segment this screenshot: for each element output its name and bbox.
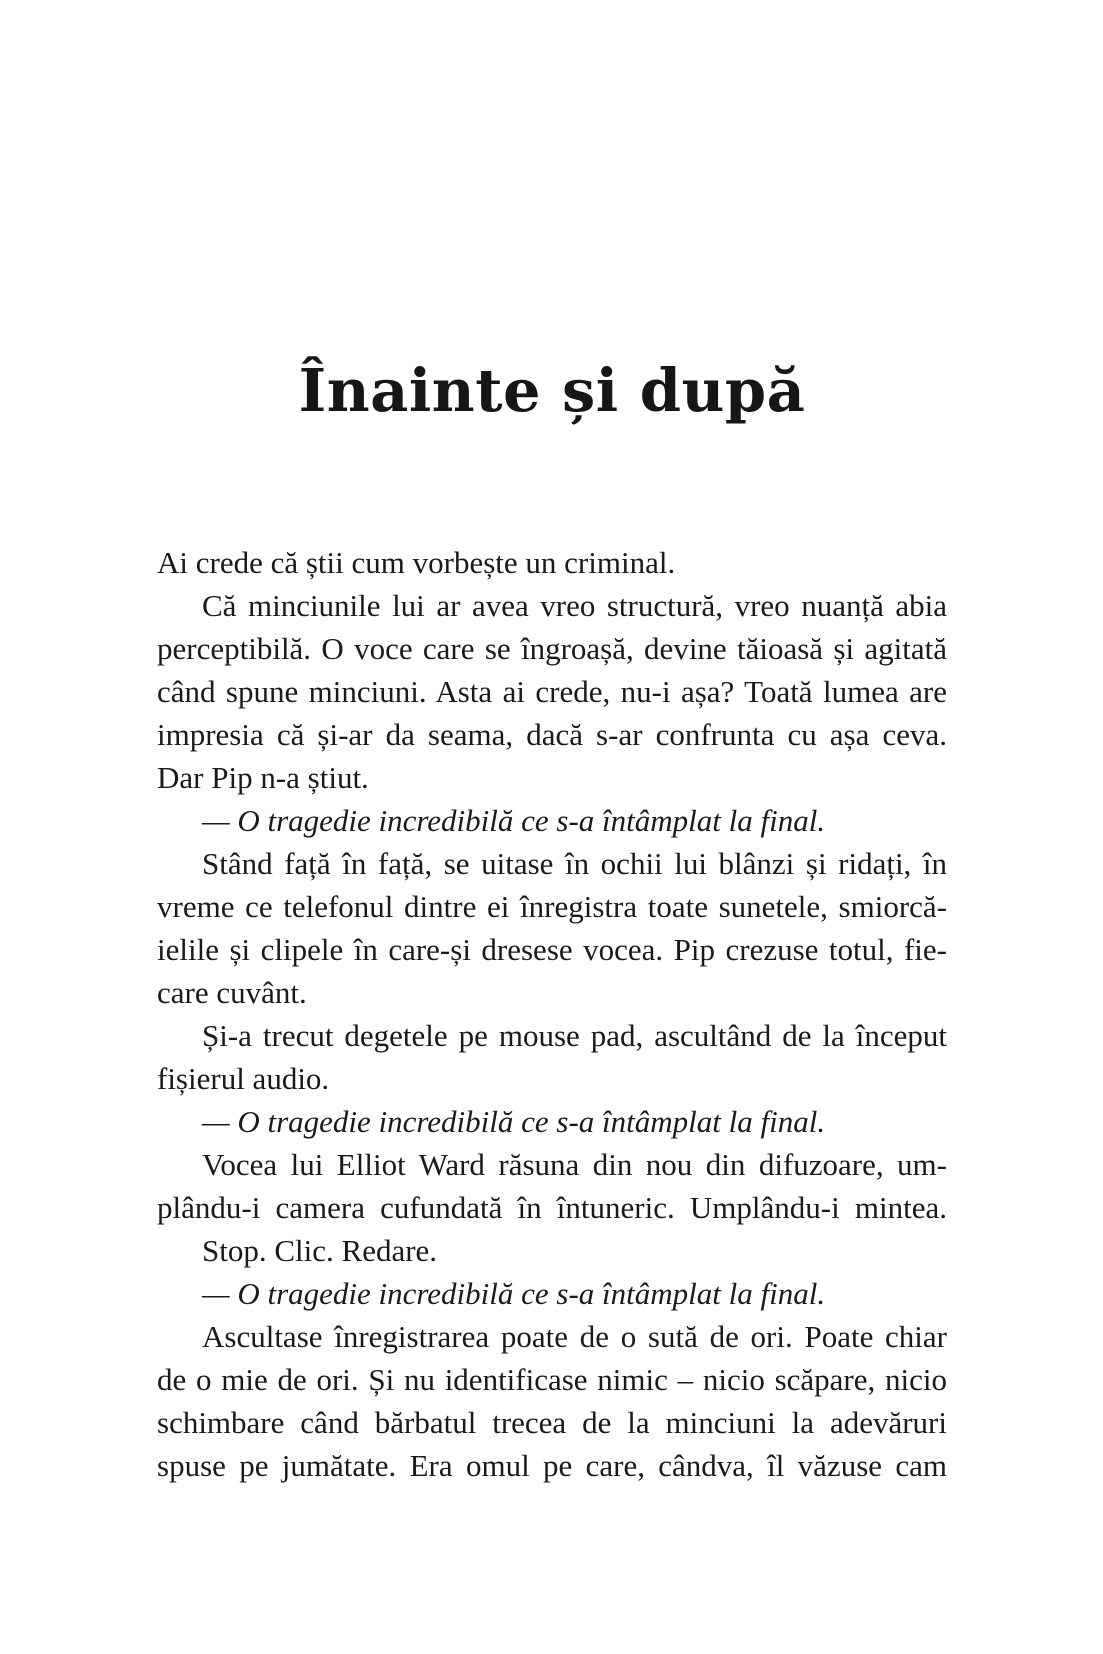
text-line: Stop. Clic. Redare. (202, 1233, 438, 1268)
text-line: când spune minciuni. Asta ai crede, nu-i așa? Toată lumea are (157, 674, 947, 709)
body-text (157, 541, 947, 1487)
dialogue-line: — O tragedie incredibilă ce s-a întâmplat la final. (202, 803, 826, 838)
text-line: vreme ce telefonul dintre ei înregistra toate sunetele, smiorcă- (157, 889, 947, 924)
text-line: de o mie de ori. Și nu identificase nimic – nicio scăpare, nicio (157, 1362, 947, 1397)
text-line: Stând față în față, se uitase în ochii lui blânzi și ridați, în (202, 846, 947, 881)
text-line: ielile și clipele în care-și dresese vocea. Pip crezuse totul, fie- (157, 932, 947, 967)
text-line: care cuvânt. (157, 975, 307, 1010)
text-line: Vocea lui Elliot Ward răsuna din nou din difuzoare, um- (202, 1147, 947, 1182)
chapter-title: Înainte și după (298, 356, 806, 425)
text-line: Dar Pip n-a știut. (157, 760, 369, 795)
text-line: impresia că și-ar da seama, dacă s-ar confrunta cu așa ceva. (157, 717, 947, 752)
text-line: plându-i camera cufundată în întuneric. Umplându-i mintea. (157, 1190, 947, 1225)
text-line: Că minciunile lui ar avea vreo structură, vreo nuanță abia (202, 588, 947, 623)
text-line: Și-a trecut degetele pe mouse pad, ascultând de la început (202, 1018, 947, 1053)
dialogue-line: — O tragedie incredibilă ce s-a întâmplat la final. (202, 1276, 826, 1311)
text-line: Ascultase înregistrarea poate de o sută de ori. Poate chiar (202, 1319, 947, 1354)
text-line: schimbare când bărbatul trecea de la minciuni la adevăruri (157, 1405, 947, 1440)
text-line: perceptibilă. O voce care se îngroașă, devine tăioasă și agitată (157, 631, 947, 666)
text-line: spuse pe jumătate. Era omul pe care, cândva, îl văzuse cam (157, 1448, 947, 1483)
text-line: fișierul audio. (157, 1061, 330, 1096)
text-line: Ai crede că știi cum vorbește un criminal. (157, 545, 676, 580)
dialogue-line: — O tragedie incredibilă ce s-a întâmplat la final. (202, 1104, 826, 1139)
